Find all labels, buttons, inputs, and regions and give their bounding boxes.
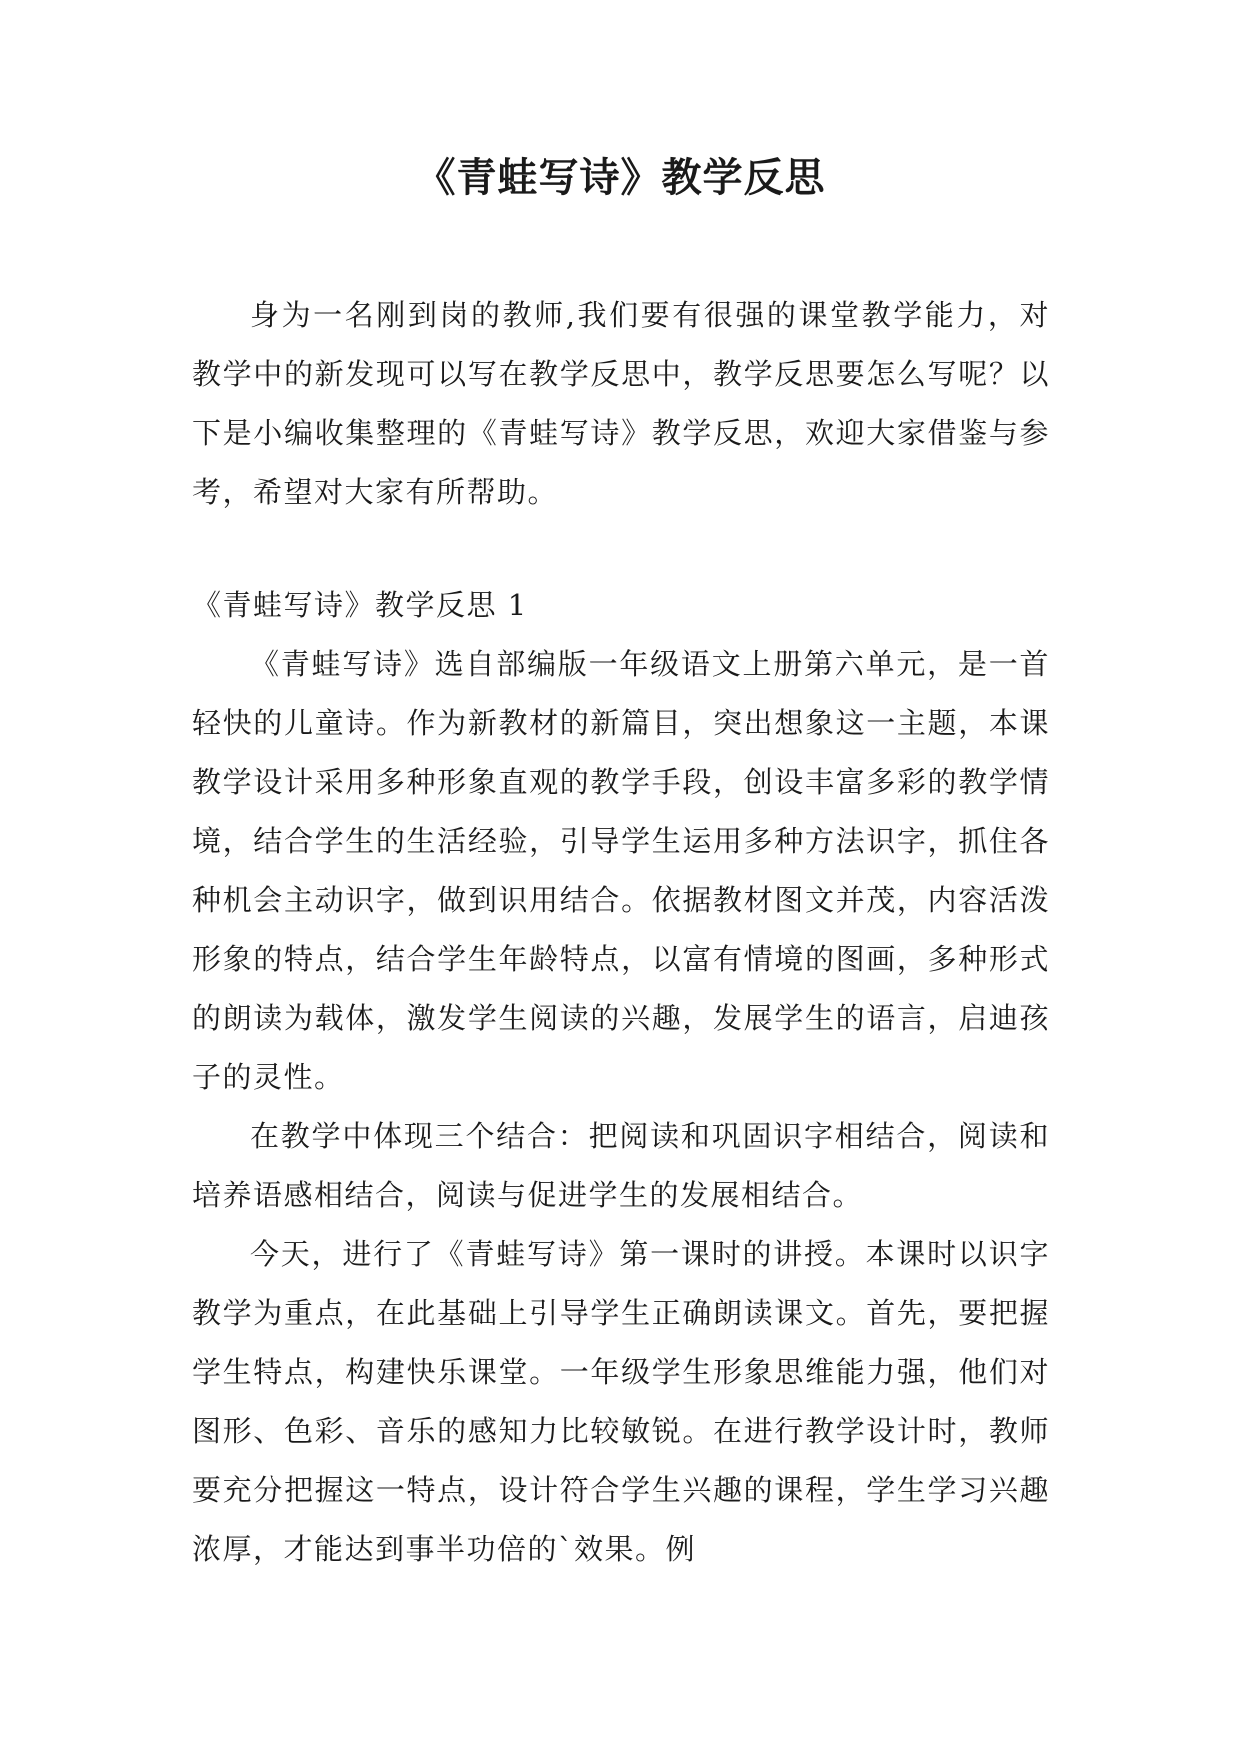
body-paragraph: 今天，进行了《青蛙写诗》第一课时的讲授。本课时以识字教学为重点，在此基础上引导学生正确朗读课文。首先，要把握学生特点，构建快乐课堂。一年级学生形象思维能力强，他们对图形、色彩、音乐的感知力比较敏锐。在进行教学设计时，教师要充分把握这一特点，设计符合学生兴趣的课程，学生学习兴趣浓厚，才能达到事半功倍的`效果。例 — [192, 1237, 1050, 1566]
body-paragraph: 《青蛙写诗》选自部编版一年级语文上册第六单元，是一首轻快的儿童诗。作为新教材的新篇目，突出想象这一主题，本课教学设计采用多种形象直观的教学手段，创设丰富多彩的教学情境，结合学生的生活经验，引导学生运用多种方法识字，抓住各种机会主动识字，做到识用结合。依据教材图文并茂，内容活泼形象的特点，结合学生年龄特点，以富有情境的图画，多种形式的朗读为载体，激发学生阅读的兴趣，发展学生的语言，启迪孩子的灵性。 — [192, 647, 1050, 1094]
section-heading: 《青蛙写诗》教学反思 1 — [192, 588, 528, 622]
intro-paragraph: 身为一名刚到岗的教师,我们要有很强的课堂教学能力，对教学中的新发现可以写在教学反思中，教学反思要怎么写呢？以下是小编收集整理的《青蛙写诗》教学反思，欢迎大家借鉴与参考，希望对大家有所帮助。 — [192, 298, 1050, 509]
document-title: 《青蛙写诗》教学反思 — [415, 155, 826, 201]
body-paragraph: 在教学中体现三个结合：把阅读和巩固识字相结合，阅读和培养语感相结合，阅读与促进学生的发展相结合。 — [192, 1119, 1050, 1212]
paragraph-gap — [192, 522, 1050, 576]
document-body — [192, 286, 1050, 1579]
